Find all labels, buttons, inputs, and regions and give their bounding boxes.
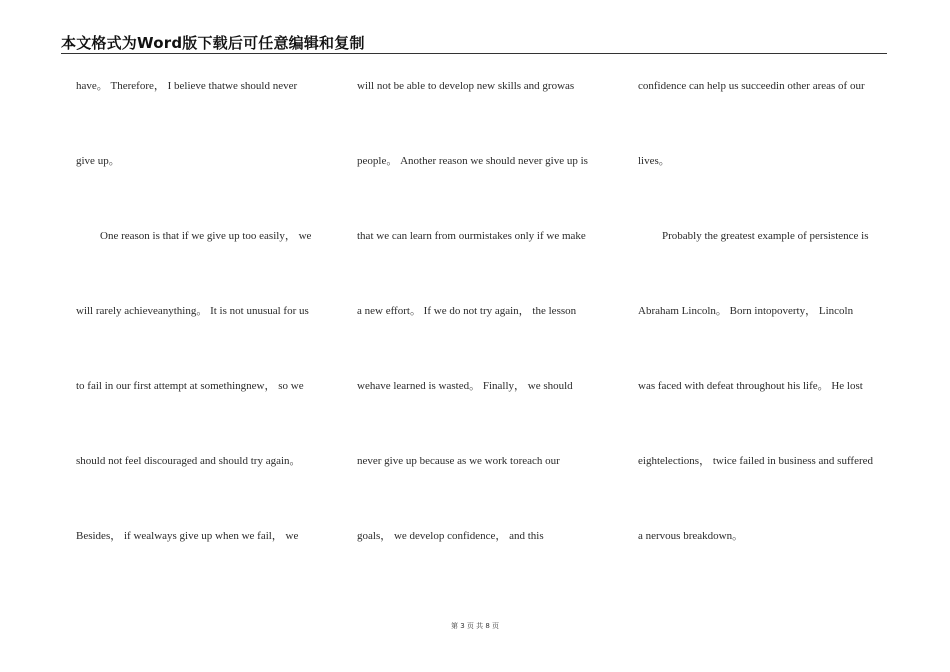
text-line: have。 Therefore， I believe thatwe should never [76,80,298,92]
text-line: eightelections， twice failed in business and suffered [638,455,874,467]
text-line: One reason is that if we give up too easily， we [100,230,312,242]
text-line: lives。 [638,155,670,167]
text-line: never give up because as we work toreach our [357,455,560,467]
text-line: wehave learned is wasted。 Finally， we should [357,380,573,392]
text-column-2 [357,78,619,603]
text-line: give up。 [76,155,120,167]
text-line: should not feel discouraged and should try again。 [76,455,301,467]
text-line: that we can learn from ourmistakes only if we make [357,230,586,242]
text-line: will rarely achieveanything。 It is not unusual for us [76,305,309,317]
text-column-3 [638,78,888,603]
text-line: a new effort。 If we do not try again， the lesson [357,305,577,317]
text-line: people。 Another reason we should never give up is [357,155,588,167]
text-line: a nervous breakdown。 [638,530,744,542]
header-divider [61,53,887,54]
text-line: confidence can help us succeedin other areas of our [638,80,865,92]
text-line: was faced with defeat throughout his life。 He lost [638,380,863,392]
text-line: Besides， if wealways give up when we fail， we [76,530,299,542]
text-column-1 [76,78,338,603]
page-number-footer: 第 3 页 共 8 页 [450,622,500,630]
text-line: will not be able to develop new skills and growas [357,80,575,92]
text-line: Probably the greatest example of persistence is [662,230,869,242]
text-line: goals， we develop confidence， and this [357,530,544,542]
text-line: to fail in our first attempt at somethingnew， so we [76,380,304,392]
text-line: Abraham Lincoln。 Born intopoverty， Lincoln [638,305,854,317]
document-header-title: 本文格式为Word版下载后可任意编辑和复制 [61,34,365,52]
